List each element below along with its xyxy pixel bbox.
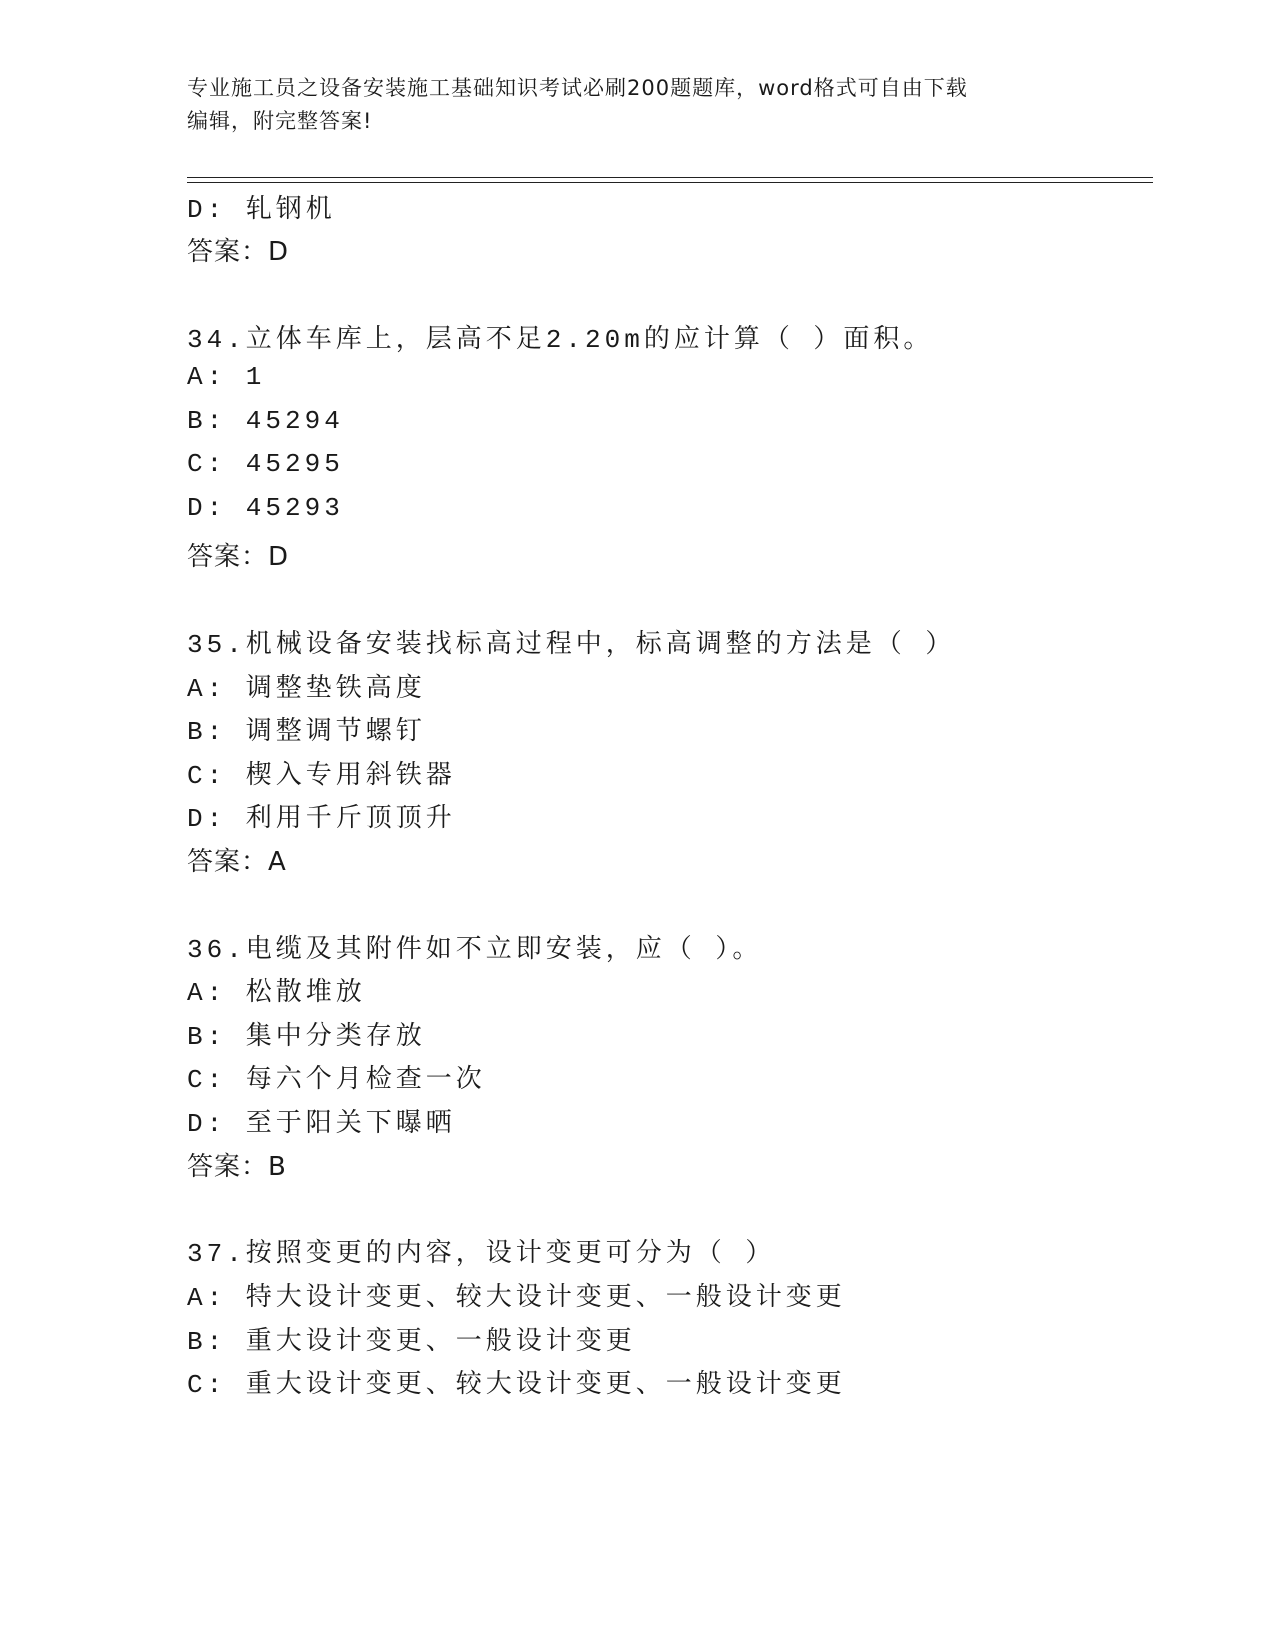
header-divider-top (187, 177, 1153, 178)
q36-option-c: C: 每六个月检查一次 (187, 1065, 486, 1095)
q35-option-b: B: 调整调节螺钉 (187, 717, 426, 747)
q36-option-b: B: 集中分类存放 (187, 1022, 426, 1052)
q33-answer: 答案：D (187, 237, 290, 267)
q36-stem: 36.电缆及其附件如不立即安装，应（ ）。 (187, 935, 763, 965)
q36-option-d: D: 至于阳关下曝晒 (187, 1109, 456, 1139)
q37-stem: 37.按照变更的内容，设计变更可分为（ ） (187, 1239, 776, 1269)
q35-option-c: C: 楔入专用斜铁器 (187, 761, 456, 791)
header-title-line-1: 专业施工员之设备安装施工基础知识考试必刷200题题库，word格式可自由下载 (187, 76, 968, 100)
q37-option-a: A: 特大设计变更、较大设计变更、一般设计变更 (187, 1283, 846, 1313)
q36-option-a: A: 松散堆放 (187, 978, 366, 1008)
q35-option-a: A: 调整垫铁高度 (187, 674, 426, 704)
q34-option-c: C: 45295 (187, 449, 344, 479)
q34-option-a: A: 1 (187, 362, 266, 392)
header-divider-bottom (187, 182, 1153, 183)
q35-stem: 35.机械设备安装找标高过程中，标高调整的方法是（ ） (187, 630, 956, 660)
q33-option-d: D: 轧钢机 (187, 195, 336, 225)
q35-answer: 答案：A (187, 847, 287, 877)
q36-answer: 答案：B (187, 1152, 287, 1182)
q34-option-b: B: 45294 (187, 406, 344, 436)
q34-stem: 34.立体车库上，层高不足2.20m的应计算（ ）面积。 (187, 325, 934, 355)
header-title-line-2: 编辑，附完整答案! (187, 109, 373, 133)
q34-option-d: D: 45293 (187, 493, 344, 523)
q37-option-c: C: 重大设计变更、较大设计变更、一般设计变更 (187, 1370, 846, 1400)
document-header (187, 72, 1087, 138)
q37-option-b: B: 重大设计变更、一般设计变更 (187, 1327, 636, 1357)
q34-answer: 答案：D (187, 542, 290, 572)
q35-option-d: D: 利用千斤顶顶升 (187, 804, 456, 834)
